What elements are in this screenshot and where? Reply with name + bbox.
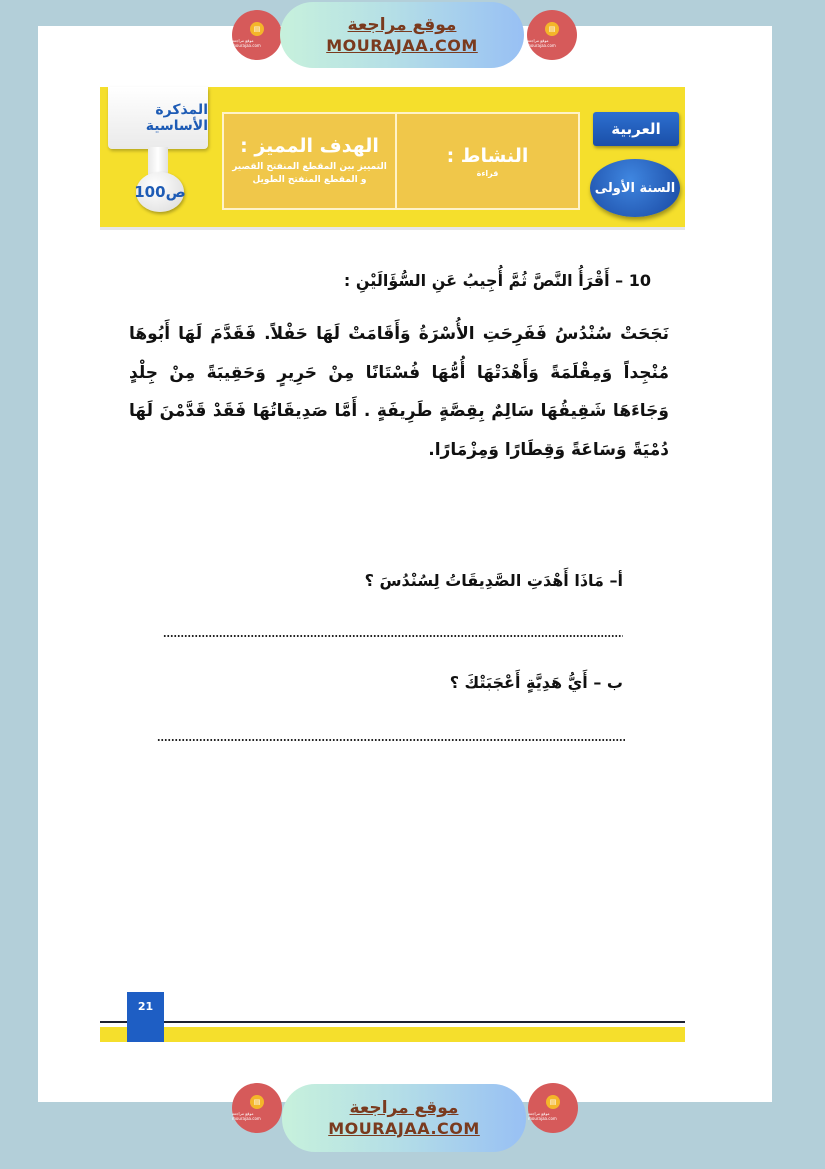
goal-text-line1: التمييز بين المقطع المنفتح القصير bbox=[232, 162, 387, 172]
worksheet-header bbox=[100, 87, 685, 230]
brand-banner-top[interactable] bbox=[280, 2, 524, 68]
brand-badge-left-top bbox=[232, 10, 282, 60]
goal-title: الهدف المميز : bbox=[240, 135, 379, 157]
book-icon: ▤ bbox=[546, 1095, 560, 1109]
badge-caption: موقع مراجعة mourajaa.com bbox=[527, 38, 556, 48]
memo-page-number: ص100 bbox=[136, 172, 184, 212]
book-icon: ▤ bbox=[250, 1095, 264, 1109]
page-number: 21 bbox=[127, 992, 164, 1042]
activity-value: قراءة bbox=[476, 168, 499, 178]
goal-text-line2: و المقطع المنفتح الطويل bbox=[252, 175, 367, 185]
worksheet-scan bbox=[100, 87, 685, 1042]
activity-box bbox=[397, 112, 580, 210]
question-b: ب – أَيُّ هَدِيَّةٍ أَعْجَبَتْكَ ؟ bbox=[449, 673, 623, 692]
footer-band bbox=[100, 1027, 685, 1042]
brand-badge-right-top bbox=[527, 10, 577, 60]
question-a: أ– مَاذَا أَهْدَتِ الصَّدِيقَاتُ لِسُنْدُسَ ؟ bbox=[364, 571, 623, 590]
brand-latin: MOURAJAA.COM bbox=[328, 1119, 480, 1138]
answer-line-b[interactable] bbox=[157, 739, 625, 741]
brand-arabic: موقع مراجعة bbox=[347, 15, 457, 35]
brand-arabic: موقع مراجعة bbox=[349, 1098, 459, 1118]
book-icon: ▤ bbox=[545, 22, 559, 36]
badge-caption: موقع مراجعة mourajaa.com bbox=[232, 38, 261, 48]
badge-caption: موقع مراجعة mourajaa.com bbox=[232, 1111, 261, 1121]
memo-label: المذكرة الأساسية bbox=[108, 87, 208, 149]
footer-rule bbox=[100, 1021, 685, 1023]
brand-badge-left-bottom bbox=[232, 1083, 282, 1133]
answer-line-a[interactable] bbox=[163, 635, 623, 637]
reading-passage: نَجَحَتْ سُنْدُسُ فَفَرِحَتِ الأُسْرَةُ وَأَقَامَتْ لَهَا حَفْلاً. فَقَدَّمَ لَهَا أَبُوهَا مُنْجِداً وَمِقْلَمَةً وَأَهْدَتْهَا أُمُّهَا فُسْتَانًا مِنْ حَرِيرٍ وَحَقِيبَةً مِنْ جِلْدٍ وَجَاءَهَا شَقِيقُهَا سَالِمٌ بِقِصَّةٍ طَرِيفَةٍ . أَمَّا صَدِيقَاتُهَا فَقَدْ قَدَّمْنَ لَهَا دُمْيَةً وَسَاعَةً وَقِطَارًا وَمِزْمَارًا. bbox=[129, 324, 669, 460]
activity-title: النشاط : bbox=[446, 144, 529, 167]
badge-caption: موقع مراجعة mourajaa.com bbox=[528, 1111, 557, 1121]
brand-badge-right-bottom bbox=[528, 1083, 578, 1133]
exercise-instruction: 10 – أَقْرَأُ النَّصَّ ثُمَّ أُجِيبُ عَنِ السُّؤَالَيْنِ : bbox=[343, 271, 651, 290]
goal-box bbox=[222, 112, 397, 210]
brand-latin: MOURAJAA.COM bbox=[326, 36, 478, 55]
grade-badge: السنة الأولى bbox=[590, 159, 680, 217]
book-icon: ▤ bbox=[250, 22, 264, 36]
brand-banner-bottom[interactable] bbox=[282, 1084, 526, 1152]
subject-tag: العربية bbox=[593, 112, 679, 146]
